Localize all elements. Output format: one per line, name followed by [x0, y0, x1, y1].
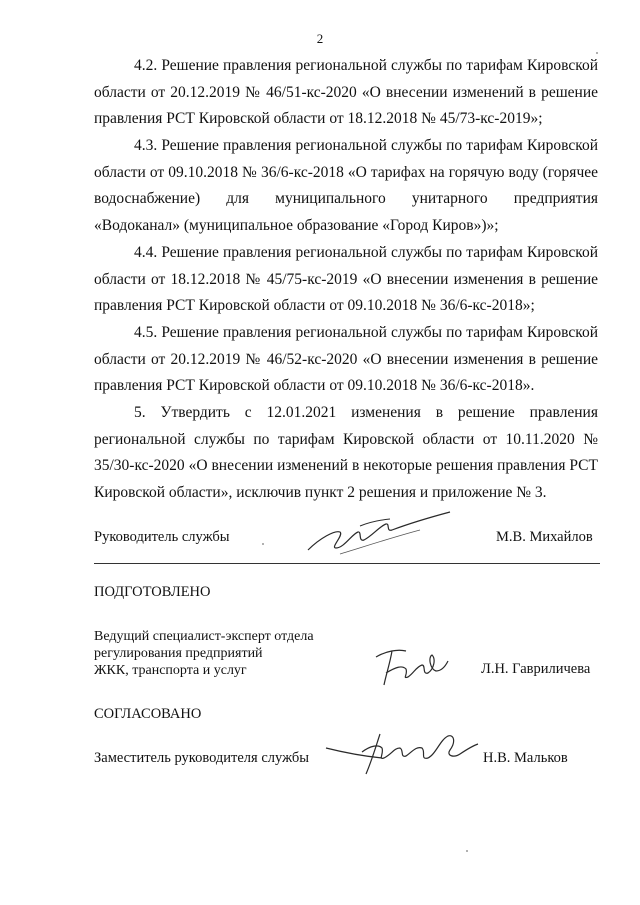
agreed-heading: СОГЛАСОВАНО	[94, 706, 202, 722]
prepared-signature	[372, 645, 452, 690]
signatory-signature	[300, 508, 460, 558]
paragraph-4-2: 4.2. Решение правления региональной службы по тарифам Кировской области от 20.12.2019 № 46/51-кс-2020 «О внесении изменений в решение правления РСТ Кировской области от 18.12.2018 № 45/73-кс-2019»;	[94, 57, 598, 127]
scan-speck	[596, 52, 598, 54]
paragraph-4-4: 4.4. Решение правления региональной службы по тарифам Кировской области от 18.12.2018 № 45/75-кс-2019 «О внесении изменения в решение правления РСТ Кировской области от 09.10.2018 № 36/6-кс-2018»;	[94, 244, 598, 314]
paragraph-5: 5. Утвердить с 12.01.2021 изменения в решение правления региональной службы по тарифам Кировской области от 10.11.2020 № 35/30-кс-2020 «О внесении изменений в некоторые решения правления РСТ Кировской области», исключив пункт 2 решения и приложение № 3.	[94, 404, 598, 501]
prepared-position-line-3: ЖКК, транспорта и услуг	[94, 663, 247, 678]
separator-line	[94, 563, 600, 564]
scan-speck	[466, 850, 468, 852]
paragraph-4-3: 4.3. Решение правления региональной службы по тарифам Кировской области от 09.10.2018 № 36/6-кс-2018 «О тарифах на горячую воду (горячее водоснабжение) для муниципального унитарного предприятия «Водоканал» (муниципальное образование «Город Киров»)»;	[94, 137, 598, 234]
page-number: 2	[316, 31, 324, 46]
agreed-name: Н.В. Мальков	[483, 750, 568, 766]
scan-speck	[262, 543, 264, 545]
signatory-name: М.В. Михайлов	[496, 529, 593, 545]
prepared-name: Л.Н. Гавриличева	[481, 661, 591, 677]
signatory-title: Руководитель службы	[94, 529, 230, 545]
agreed-position: Заместитель руководителя службы	[94, 750, 310, 766]
agreed-signature	[322, 728, 482, 778]
prepared-heading: ПОДГОТОВЛЕНО	[94, 584, 211, 600]
prepared-position-line-2: регулирования предприятий	[94, 646, 263, 661]
paragraph-4-5: 4.5. Решение правления региональной службы по тарифам Кировской области от 20.12.2019 № 46/52-кс-2020 «О внесении изменения в решение правления РСТ Кировской области от 09.10.2018 № 36/6-кс-2018».	[94, 324, 598, 394]
prepared-position-line-1: Ведущий специалист-эксперт отдела	[94, 629, 314, 644]
